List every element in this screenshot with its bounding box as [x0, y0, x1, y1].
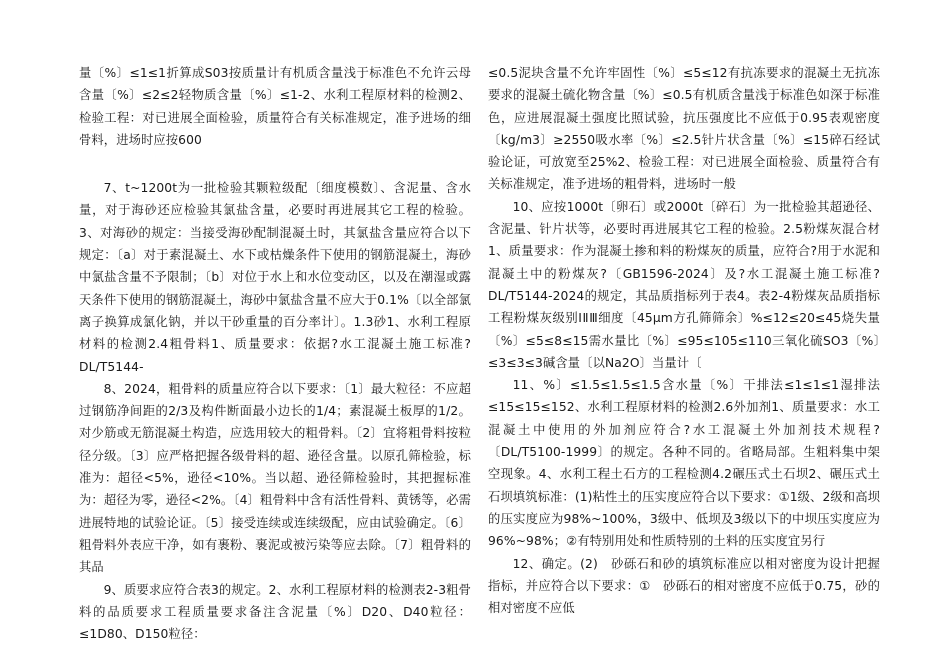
left-paragraph-4: 9、质要求应符合表3的规定。2、水利工程原材料的检测表2-3粗骨料的品质要求工程质量要求备注含泥量〔%〕D20、D40粒径：≤1D80、D150粒径：: [79, 582, 471, 642]
right-paragraph-3: 11、%〕≤1.5≤1.5≤1.5含水量〔%〕干排法≤1≤1≤1湿排法≤15≤15≤152、水利工程原材料的检测2.6外加剂1、质量要求：水工混凝土中使用的外加剂应符合?水工混凝土外加剂技术规程?〔DL/T5100-1999〕的规定。各种不同的。省略局部。生粗料集中架空现象。4、水利工程土石方的工程检测4.2碾压式土石坝2、碾压式土石坝填筑标准：(1)粘性土的压实度应符合以下要求：①1级、2级和高坝的压实度应为98%~100%，3级中、低坝及3级以下的中坝压实度应为96%~98%；②有特别用处和性质特别的土料的压实度宜另行: [488, 378, 880, 549]
right-column: [488, 62, 880, 619]
paragraph-gap: [79, 151, 471, 177]
right-paragraph-4: 12、确定。(2) 砂砾石和砂的填筑标准应以相对密度为设计把握指标，并应符合以下要求：① 砂砾石的相对密度不应低于0.75，砂的相对密度不应低: [488, 556, 880, 616]
left-column: [79, 62, 471, 645]
left-paragraph-1: 量〔%〕≤1≤1折算成S03按质量计有机质含量浅于标准色不允许云母含量〔%〕≤2≤2轻物质含量〔%〕≤1-2、水利工程原材料的检测2、检验工程：对已进展全面检验，质量符合有关标准规定，准予进场的细骨料，进场时应按600: [79, 66, 471, 147]
right-paragraph-2: 10、应按1000t〔卵石〕或2000t〔碎石〕为一批检验其超逊径、含泥量、针片状等，必要时再进展其它工程的检验。2.5粉煤灰混合材1、质量要求：作为混凝土掺和料的粉煤灰的质量，应符合?用于水泥和混凝土中的粉煤灰?〔GB1596-2024〕及?水工混凝土施工标准?DL/T5144-2024的规定，其品质指标列于表4。表2-4粉煤灰品质指标工程粉煤灰级别ⅠⅡⅢ细度〔45μm方孔筛筛余〕%≤12≤20≤45烧失量〔%〕≤5≤8≤15需水量比〔%〕≤95≤105≤110三氧化硫SO3〔%〕≤3≤3≤3碱含量〔以Na2O〕当量计〔: [488, 199, 880, 370]
left-paragraph-3: 8、2024，粗骨料的质量应符合以下要求：〔1〕最大粒径：不应超过钢筋净间距的2/3及构件断面最小边长的1/4；素混凝土板厚的1/2。对少筋或无筋混凝土构造，应选用较大的粗骨料。〔2〕宜将粗骨料按粒径分级。〔3〕应严格把握各级骨料的超、逊径含量。以原孔筛检验，标准为：超径<5%，逊径<10%。当以超、逊径筛检验时，其把握标准为：超径为零，逊径<2%。〔4〕粗骨料中含有活性骨料、黄锈等，必需进展特地的试验论证。〔5〕接受连续或连续级配，应由试验确定。〔6〕粗骨料外表应干净，如有裹粉、裹泥或被污染等应去除。〔7〕粗骨料的其品: [79, 381, 471, 575]
left-paragraph-2: 7、t~1200t为一批检验其颗粒级配〔细度模数〕、含泥量、含水量，对于海砂还应检验其氯盐含量，必要时再进展其它工程的检验。3、对海砂的规定：当接受海砂配制混凝土时，其氯盐含量应符合以下规定：〔a〕对于素混凝土、水下或枯燥条件下使用的钢筋混凝土，海砂中氯盐含量不予限制；〔b〕对位于水上和水位变动区，以及在潮湿或露天条件下使用的钢筋混凝土，海砂中氯盐含量不应大于0.1%〔以全部氯离子换算成氯化钠，并以干砂重量的百分率计〕。1.3砂1、水利工程原材料的检测2.4粗骨料1、质量要求：依据?水工混凝土施工标准?DL/T5144-: [79, 181, 471, 374]
right-paragraph-1: ≤0.5泥块含量不允许牢固性〔%〕≤5≤12有抗冻要求的混凝土无抗冻要求的混凝土硫化物含量〔%〕≤0.5有机质含量浅于标准色如深于标准色，应进展混凝土强度比照试验，抗压强度比不应低于0.95表观密度〔kg/m3〕≥2550吸水率〔%〕≤2.5针片状含量〔%〕≤15碎石经试验论证，可放宽至25%2、检验工程：对已进展全面检验、质量符合有关标准规定，准予进场的粗骨料，进场时一般: [488, 66, 880, 192]
